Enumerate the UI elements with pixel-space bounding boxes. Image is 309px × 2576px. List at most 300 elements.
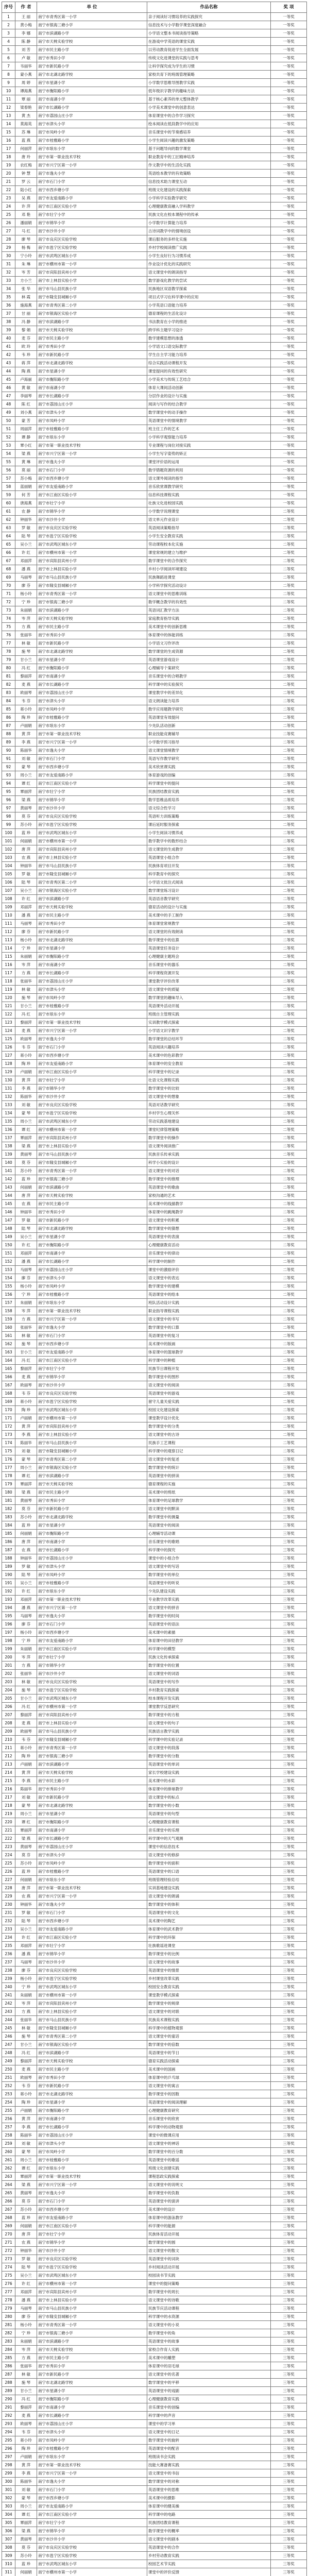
cell-award: 二等奖 [271,606,307,615]
table-row [2,2329,307,2337]
cell-no: 188 [2,1554,15,1563]
table-row [2,1785,307,1793]
cell-title: 班级自主管理实践 [147,1010,271,1019]
cell-title: 语文课堂中的说明文 [147,2181,271,2189]
cell-award: 一等奖 [271,268,307,277]
cell-award: 二等奖 [271,1134,307,1142]
cell-no: 51 [2,425,15,433]
cell-title: 体育课中的跳绳教学 [147,1208,271,1216]
cell-unit: 南宁市邕宁区实验学校 [37,1109,147,1117]
cell-no: 174 [2,1439,15,1447]
cell-unit: 南宁市民主路小学 [37,334,147,343]
table-row [2,714,307,722]
cell-no: 28 [2,235,15,244]
cell-award: 三等奖 [271,2535,307,2544]
cell-title: 科学课中的模型 [147,1645,271,1653]
cell-name: 吴小兰 [15,887,37,895]
table-row [2,2379,307,2387]
cell-no: 250 [2,2065,15,2074]
cell-name: 麦 燕 [15,1373,37,1381]
cell-award: 二等奖 [271,1019,307,1027]
cell-title: 英语课堂中的故事 [147,2337,271,2346]
table-row [2,2272,307,2280]
cell-unit: 南宁市江南区实验小学 [37,1645,147,1653]
cell-title: 书法教育在小学的推进 [147,318,271,326]
cell-no: 101 [2,837,15,845]
cell-title: 科学课中的动物观察 [147,2123,271,2131]
table-row [2,2412,307,2420]
cell-award: 二等奖 [271,705,307,714]
cell-unit: 南宁市横州市第一小学 [37,1126,147,1134]
table-row [2,2321,307,2329]
cell-award: 三等奖 [271,2337,307,2346]
cell-no: 286 [2,2362,15,2370]
table-row [2,145,307,153]
cell-no: 218 [2,1802,15,1810]
cell-name: 杨小玲 [15,1975,37,1983]
cell-award: 三等奖 [271,2230,307,2239]
cell-title: 数学课堂中的面积 [147,1859,271,1868]
cell-title: 英语课堂中的合作 [147,2544,271,2552]
cell-unit: 南宁市凤岭小学 [37,705,147,714]
table-row [2,2140,307,2148]
cell-title: 职业技能竞赛辅导 [147,730,271,738]
cell-name: 宁 珍 [15,598,37,606]
cell-award: 一等奖 [271,235,307,244]
cell-award: 二等奖 [271,1324,307,1332]
cell-no: 150 [2,1241,15,1249]
cell-name: 廖 芬 [15,1967,37,1975]
cell-award: 二等奖 [271,1340,307,1348]
cell-name: 陈丽华 [15,1093,37,1101]
cell-no: 217 [2,1793,15,1802]
cell-name: 蒋小玲 [15,1398,37,1406]
cell-no: 23 [2,194,15,202]
cell-name: 苏小梅 [15,474,37,483]
cell-no: 41 [2,343,15,351]
cell-unit: 南宁市壮宁小学 [37,211,147,219]
cell-no: 292 [2,2412,15,2420]
cell-name: 蒋小玲 [15,2436,37,2445]
cell-title: 英语课堂中的演讲 [147,2197,271,2206]
cell-name: 宁 珍 [15,1291,37,1299]
table-row [2,425,307,433]
cell-unit: 南宁市沙井小学 [37,1381,147,1389]
cell-title: 科学课中的实验探究 [147,681,271,689]
cell-award: 三等奖 [271,2222,307,2230]
cell-award: 三等奖 [271,1711,307,1719]
cell-no: 126 [2,1043,15,1052]
cell-no: 230 [2,1901,15,1909]
cell-title: 美术课堂中的创新思维 [147,623,271,631]
cell-award: 三等奖 [271,2486,307,2494]
cell-title: 语文课堂中的剧本 [147,2535,271,2544]
cell-unit: 南宁市银海区实验小学 [37,1464,147,1472]
cell-unit: 南宁市滨湖路小学 [37,1472,147,1480]
cell-name: 黄 琳 [15,458,37,466]
table-row [2,516,307,524]
cell-title: 体育课中的羽毛球 [147,2362,271,2370]
cell-award: 三等奖 [271,1579,307,1587]
cell-no: 54 [2,450,15,458]
cell-name: 朱丽娟 [15,2337,37,2346]
cell-title: 家校合作育人实践 [147,2346,271,2354]
table-row [2,1093,307,1101]
cell-no: 216 [2,1785,15,1793]
cell-award: 二等奖 [271,1348,307,1357]
table-row [2,705,307,714]
cell-award: 二等奖 [271,862,307,870]
cell-no: 61 [2,507,15,516]
cell-unit: 南宁市武鸣区城东小学 [37,252,147,260]
cell-unit: 南宁市民主路小学 [37,1488,147,1497]
cell-award: 三等奖 [271,1760,307,1769]
table-row [2,1274,307,1282]
cell-award: 一等奖 [271,112,307,120]
cell-unit: 南宁市长湖路小学 [37,2123,147,2131]
cell-name: 蓝 珍 [15,1521,37,1530]
cell-award: 三等奖 [271,2164,307,2173]
table-row [2,821,307,829]
cell-no: 88 [2,730,15,738]
table-row [2,2222,307,2230]
cell-no: 119 [2,986,15,994]
cell-title: 美术课中的素描 [147,1629,271,1637]
cell-title: 数学课堂中的因数 [147,2090,271,2098]
cell-name: 蒙 琴 [15,2494,37,2502]
cell-no: 135 [2,1117,15,1126]
cell-title: 数学课堂中的估算 [147,936,271,944]
cell-name: 黎 娟 [15,326,37,334]
cell-award: 二等奖 [271,697,307,705]
cell-award: 一等奖 [271,260,307,268]
cell-title: 在游戏中学英语的课堂实践 [147,38,271,46]
cell-name: 钟 慧 [15,170,37,178]
cell-name: 苏小玲 [15,2552,37,2560]
cell-name: 谭 红 [15,1818,37,1826]
cell-no: 196 [2,1620,15,1629]
cell-award: 三等奖 [271,1810,307,1818]
cell-award: 三等奖 [271,1744,307,1752]
cell-name: 廖 芬 [15,1620,37,1629]
table-row [2,194,307,202]
cell-unit: 南宁市逸夫小学 [37,1035,147,1043]
cell-award: 二等奖 [271,779,307,788]
cell-title: 数学游戏化教学的尝试 [147,277,271,285]
cell-title: 科学课中的探究 [147,1546,271,1554]
cell-unit: 南宁市津头小学 [37,2140,147,2148]
cell-unit: 南宁市青秀区第二小学 [37,2032,147,2041]
cell-award: 三等奖 [271,1999,307,2008]
cell-name: 李 燕 [15,1777,37,1785]
cell-unit: 南宁市兴宁区第一小学 [37,1604,147,1612]
table-row [2,994,307,1002]
table-row [2,301,307,310]
cell-name: 岑 萍 [15,2346,37,2354]
cell-unit: 南宁市津头小学 [37,2428,147,2436]
cell-name: 莫 芬 [15,1159,37,1167]
cell-no: 257 [2,2123,15,2131]
cell-unit: 南宁市埌东小学 [37,145,147,153]
cell-title: 科学课中的能源 [147,2222,271,2230]
cell-name: 梁 燕 [15,1142,37,1150]
cell-award: 三等奖 [271,1604,307,1612]
cell-award: 二等奖 [271,1076,307,1084]
cell-award: 二等奖 [271,796,307,804]
cell-award: 一等奖 [271,384,307,392]
cell-no: 115 [2,953,15,961]
table-row [2,1826,307,1835]
cell-no: 76 [2,631,15,639]
cell-award: 三等奖 [271,2453,307,2461]
cell-title: 美术欣赏课实践 [147,763,271,771]
table-row [2,1802,307,1810]
cell-title: 英语阅读策略指导 [147,524,271,532]
cell-name: 谭 红 [15,1126,37,1134]
cell-title: 英语听力训练策略 [147,812,271,821]
header-unit: 单 位 [37,2,147,13]
cell-no: 64 [2,532,15,540]
cell-award: 三等奖 [271,1694,307,1703]
table-row [2,738,307,747]
cell-unit: 南宁市宾阳县宾州小学 [37,268,147,277]
cell-unit: 南宁市荔园山庄小学 [37,977,147,986]
cell-name: 韦 芬 [15,1389,37,1398]
cell-title: 英语课堂中的文化 [147,1909,271,1917]
cell-unit: 南宁市壮宁小学 [37,2519,147,2527]
cell-title: 英语课堂小组合作 [147,854,271,862]
cell-title: 壮语文化课程实践 [147,1076,271,1084]
cell-no: 309 [2,2552,15,2560]
cell-award: 三等奖 [271,1868,307,1876]
cell-award: 三等奖 [271,2494,307,2502]
cell-title: 英语课堂中的情景 [147,1967,271,1975]
cell-award: 三等奖 [271,1587,307,1596]
cell-unit: 南宁市西乡塘小学 [37,1629,147,1637]
table-row [2,2387,307,2395]
cell-no: 244 [2,2016,15,2024]
cell-unit: 南宁市星湖小学 [37,944,147,953]
cell-unit: 南宁市荔园山庄小学 [37,1843,147,1851]
table-row [2,1596,307,1604]
cell-unit: 南宁市秀田小学 [37,920,147,928]
cell-title: 跨学科主题学习设计 [147,326,271,334]
cell-title: 数学课堂中的方程 [147,1711,271,1719]
cell-no: 202 [2,1670,15,1678]
cell-name: 黄丽琴 [15,2535,37,2544]
cell-no: 90 [2,747,15,755]
cell-award: 三等奖 [271,2288,307,2296]
cell-title: 民族体育活动开展 [147,2230,271,2239]
cell-no: 210 [2,1736,15,1744]
cell-award: 三等奖 [271,2115,307,2123]
table-row [2,2107,307,2115]
cell-title: 数学课堂中的旋转 [147,2436,271,2445]
cell-no: 74 [2,615,15,623]
cell-unit: 南宁市西乡塘小学 [37,186,147,194]
table-row [2,104,307,112]
cell-no: 103 [2,854,15,862]
cell-title: 科学课程资源开发 [147,969,271,977]
cell-name: 陈 红 [15,400,37,409]
cell-title: 课堂常规的建立与维护 [147,549,271,557]
table-row [2,137,307,145]
cell-award: 三等奖 [271,2321,307,2329]
cell-name: 林 敏 [15,1678,37,1686]
cell-award: 二等奖 [271,516,307,524]
cell-title: 课堂中的学习单 [147,2420,271,2428]
cell-title: 英语课堂中的写作 [147,1678,271,1686]
cell-no: 152 [2,1258,15,1266]
table-row [2,1414,307,1422]
cell-award: 三等奖 [271,1859,307,1868]
cell-no: 168 [2,1389,15,1398]
cell-no: 283 [2,2337,15,2346]
cell-unit: 南宁市青秀区第一小学 [37,590,147,598]
cell-unit: 南宁市马山县民族小学 [37,1439,147,1447]
cell-unit: 南宁市上林县实验小学 [37,2008,147,2016]
cell-name: 方 燕 [15,1662,37,1670]
cell-award: 一等奖 [271,392,307,400]
cell-unit: 南宁市江南区实验小学 [37,1934,147,1942]
cell-award: 一等奖 [271,277,307,285]
cell-unit: 南宁市马山县民族小学 [37,285,147,293]
cell-award: 一等奖 [271,79,307,87]
table-row [2,1662,307,1670]
cell-title: 小学数学计算能力培养 [147,219,271,227]
cell-unit: 南宁市星湖小学 [37,1233,147,1241]
cell-award: 三等奖 [271,2527,307,2535]
cell-no: 269 [2,2222,15,2230]
cell-title: 体育课中的田径教学 [147,1637,271,1645]
table-body [2,13,307,2576]
cell-title: 留守儿童关爱实践 [147,1398,271,1406]
cell-unit: 南宁市良庆区实验学校 [37,2255,147,2263]
cell-unit: 南宁市邕宁区实验学校 [37,532,147,540]
cell-title: 科学课堂中的记录 [147,1068,271,1076]
cell-unit: 南宁市秀田小学 [37,2074,147,2082]
cell-award: 二等奖 [271,1084,307,1093]
table-row [2,1818,307,1826]
cell-no: 299 [2,2469,15,2478]
cell-title: 小学数学预习指导 [147,738,271,747]
cell-award: 二等奖 [271,1406,307,1414]
cell-title: 民族语言教学实践 [147,1727,271,1736]
cell-no: 21 [2,178,15,186]
cell-name: 马丽琴 [15,2304,37,2313]
cell-unit: 南宁市西乡塘小学 [37,2206,147,2214]
cell-title: 美术课中的色彩教学 [147,1052,271,1060]
table-row [2,804,307,812]
cell-unit: 南宁市石门小学 [37,1620,147,1629]
cell-award: 三等奖 [271,1901,307,1909]
cell-award: 三等奖 [271,1777,307,1785]
cell-name: 苏 琳 [15,128,37,137]
cell-award: 三等奖 [271,1884,307,1892]
table-row [2,1554,307,1563]
cell-name: 陶 珍 [15,1752,37,1760]
cell-unit: 南宁市宾阳县宾州小学 [37,557,147,565]
cell-award: 三等奖 [271,1818,307,1826]
cell-name: 农 燕 [15,854,37,862]
cell-award: 三等奖 [271,1785,307,1793]
table-row [2,1159,307,1167]
cell-name: 蒙 琴 [15,1109,37,1117]
cell-title: 语文课堂中的神话 [147,2140,271,2148]
cell-unit: 南宁市天桃实验学校 [37,1480,147,1488]
cell-unit: 南宁市第一职业技术学校 [37,1019,147,1027]
cell-no: 208 [2,1719,15,1727]
cell-award: 三等奖 [271,2445,307,2453]
cell-no: 205 [2,1694,15,1703]
table-row [2,1810,307,1818]
cell-unit: 南宁市石门小学 [37,1332,147,1340]
cell-award: 一等奖 [271,310,307,318]
table-row [2,400,307,409]
cell-no: 212 [2,1752,15,1760]
cell-no: 157 [2,1299,15,1307]
table-row [2,1241,307,1249]
cell-unit: 南宁市石门小学 [37,2197,147,2206]
cell-no: 272 [2,2247,15,2255]
cell-name: 杨小玲 [15,2321,37,2329]
table-row [2,1348,307,1357]
cell-unit: 南宁市长湖路小学 [37,104,147,112]
cell-unit: 南宁市兴宁区第一小学 [37,738,147,747]
cell-name: 蒋小玲 [15,705,37,714]
cell-award: 三等奖 [271,2214,307,2222]
cell-no: 303 [2,2502,15,2511]
cell-unit: 南宁市上林县实验小学 [37,1142,147,1150]
cell-unit: 南宁市石门小学 [37,1043,147,1052]
cell-no: 206 [2,1703,15,1711]
cell-unit: 南宁市星湖小学 [37,2387,147,2395]
cell-title: 课堂中的评价反馈 [147,2568,271,2576]
cell-unit: 南宁市埌东小学 [37,1587,147,1596]
cell-award: 三等奖 [271,1975,307,1983]
cell-name: 邓丽萍 [15,2288,37,2296]
cell-unit: 南宁市秀田小学 [37,2362,147,2370]
cell-unit: 南宁市新民路小学 [37,351,147,359]
cell-title: 心理健康教育融入学科教学 [147,202,271,211]
cell-name: 谭 红 [15,779,37,788]
cell-no: 128 [2,1060,15,1068]
cell-title: 语文课堂中的故事 [147,1958,271,1967]
cell-no: 2 [2,21,15,29]
cell-name: 覃丽萍 [15,1134,37,1142]
cell-unit: 南宁市石门小学 [37,466,147,474]
cell-name: 刘小燕 [15,409,37,417]
cell-name: 施 琴 [15,2032,37,2041]
cell-no: 170 [2,1406,15,1414]
table-row [2,1843,307,1851]
cell-name: 冯 红 [15,1010,37,1019]
table-row [2,1035,307,1043]
cell-award: 二等奖 [271,1357,307,1365]
cell-no: 106 [2,878,15,887]
table-row [2,1192,307,1200]
table-row [2,1398,307,1406]
cell-title: 家校共育下的班级管理策略 [147,71,271,79]
cell-name: 陶 珍 [15,2445,37,2453]
cell-no: 133 [2,1101,15,1109]
cell-unit: 南宁市埌东小学 [37,2453,147,2461]
cell-name: 杨小玲 [15,1629,37,1637]
table-row [2,1835,307,1843]
cell-title: 英语绘本教学的有效策略 [147,170,271,178]
cell-name: 吴小兰 [15,540,37,549]
cell-unit: 南宁市民主路小学 [37,46,147,54]
